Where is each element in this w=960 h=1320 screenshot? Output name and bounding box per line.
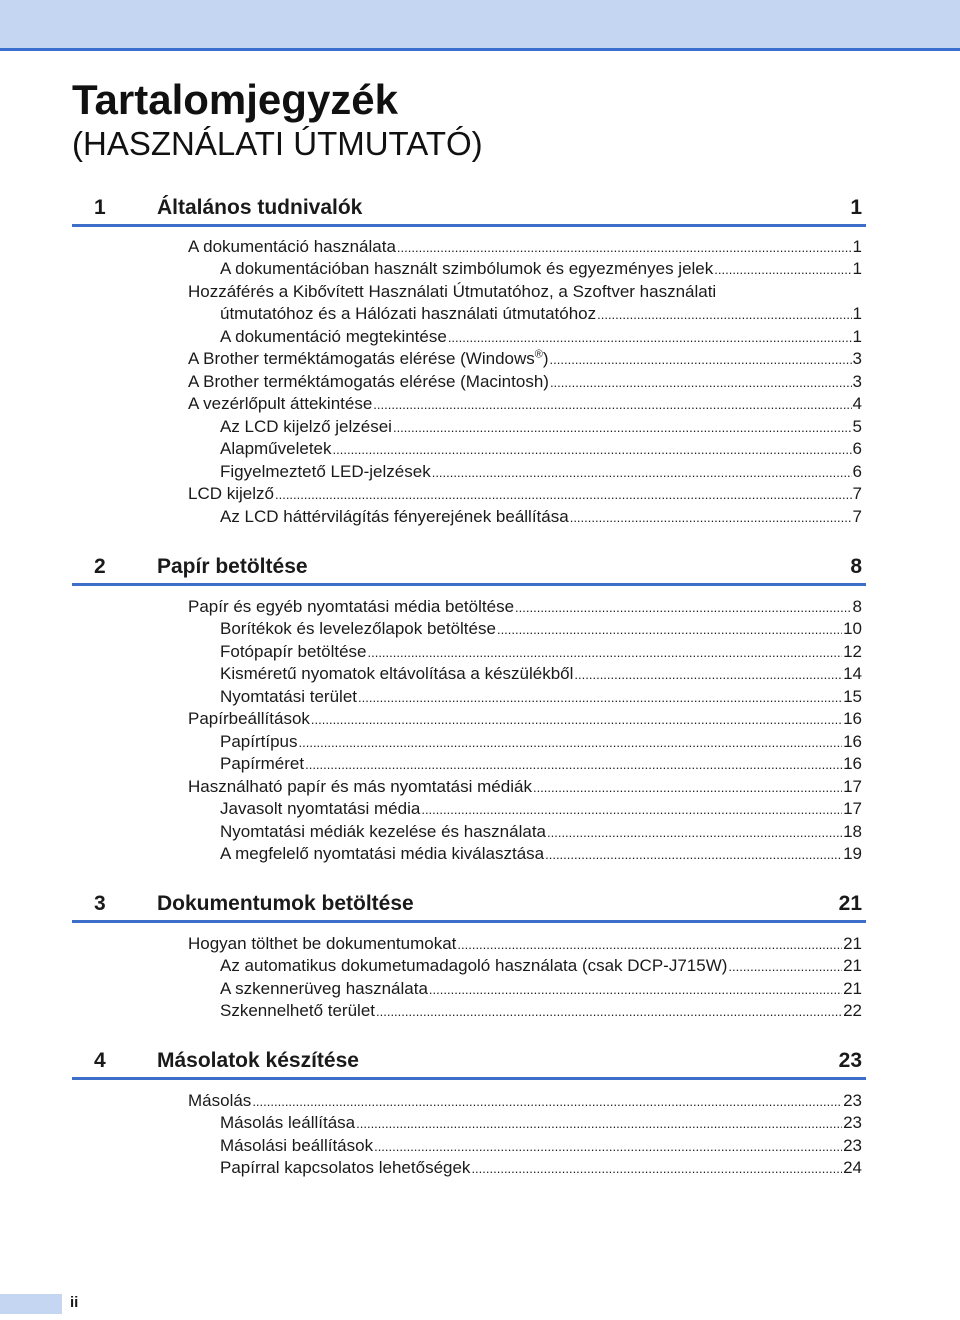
chapter-title: Másolatok készítése bbox=[157, 1049, 359, 1072]
toc-entry-text: A dokumentáció megtekintése bbox=[220, 327, 447, 346]
chapter-heading-2[interactable] bbox=[72, 551, 866, 586]
dot-leader bbox=[367, 641, 842, 664]
dot-leader bbox=[356, 1112, 842, 1135]
toc-entry-text: A dokumentáció használata bbox=[188, 237, 396, 256]
toc-entry-page: 1 bbox=[852, 327, 862, 346]
toc-entry-text: Az automatikus dokumetumadagoló használata (csak DCP-J715W) bbox=[220, 956, 728, 975]
toc-entry-page: 23 bbox=[843, 1136, 862, 1155]
dot-leader bbox=[358, 686, 842, 709]
toc-entry-page: 22 bbox=[843, 1001, 862, 1020]
toc-entry-text: A megfelelő nyomtatási média kiválasztása bbox=[220, 844, 545, 863]
toc-entry-text: Az LCD háttérvilágítás fényerejének beállítása bbox=[220, 507, 569, 526]
dot-leader bbox=[376, 1000, 842, 1023]
toc-entry-text: Alapműveletek bbox=[220, 439, 332, 458]
chapter-heading-3[interactable] bbox=[72, 888, 866, 923]
dot-leader bbox=[448, 326, 852, 349]
toc-entry-text: LCD kijelző bbox=[188, 484, 274, 503]
toc-entry[interactable] bbox=[188, 483, 862, 505]
chapter-title: Általános tudnivalók bbox=[157, 196, 363, 219]
dot-leader bbox=[457, 933, 842, 956]
toc-entry-page: 7 bbox=[852, 507, 862, 526]
toc-entry-page: 8 bbox=[852, 597, 862, 616]
toc-entry[interactable] bbox=[220, 798, 862, 820]
toc-entry-text: A vezérlőpult áttekintése bbox=[188, 394, 373, 413]
toc-entry[interactable] bbox=[220, 955, 862, 977]
dot-leader bbox=[597, 303, 851, 326]
toc-entry[interactable] bbox=[220, 641, 862, 663]
toc-entry-page: 10 bbox=[843, 619, 862, 638]
dot-leader bbox=[545, 843, 842, 866]
toc-entry[interactable] bbox=[220, 1157, 862, 1179]
toc-entry-page: 14 bbox=[843, 664, 862, 683]
toc-entry-page: 23 bbox=[843, 1091, 862, 1110]
chapter-number: 3 bbox=[94, 892, 106, 915]
chapter-title: Dokumentumok betöltése bbox=[157, 892, 414, 915]
toc-entry[interactable] bbox=[188, 1090, 862, 1112]
dot-leader bbox=[393, 416, 852, 439]
toc-entry-text: A Brother terméktámogatás elérése (Macintosh) bbox=[188, 372, 549, 391]
chapter-page: 8 bbox=[850, 555, 862, 578]
dot-leader bbox=[421, 798, 842, 821]
toc-entry[interactable] bbox=[188, 596, 862, 618]
toc-entry-page: 21 bbox=[843, 956, 862, 975]
toc-entry-page: 21 bbox=[843, 979, 862, 998]
toc-entry-page: 17 bbox=[843, 777, 862, 796]
dot-leader bbox=[374, 1135, 842, 1158]
toc-entry-page: 1 bbox=[852, 237, 862, 256]
toc-entry-text: Javasolt nyomtatási média bbox=[220, 799, 421, 818]
toc-entry-text: Szkennelhető terület bbox=[220, 1001, 375, 1020]
dot-leader bbox=[432, 461, 852, 484]
dot-leader bbox=[533, 776, 842, 799]
toc-entry-page: 18 bbox=[843, 822, 862, 841]
toc-entry[interactable] bbox=[220, 686, 862, 708]
toc-entry-page: 23 bbox=[843, 1113, 862, 1132]
dot-leader bbox=[471, 1157, 842, 1180]
dot-leader bbox=[252, 1090, 842, 1113]
toc-entry[interactable] bbox=[220, 416, 862, 438]
toc-entry[interactable] bbox=[220, 1135, 862, 1157]
toc-entry[interactable] bbox=[220, 978, 862, 1000]
chapter-page: 23 bbox=[838, 1049, 862, 1072]
dot-leader bbox=[728, 955, 842, 978]
toc-entry[interactable] bbox=[220, 438, 862, 460]
chapter-heading-1[interactable] bbox=[72, 192, 866, 227]
chapter-heading-4[interactable] bbox=[72, 1045, 866, 1080]
toc-entry-text: Papír és egyéb nyomtatási média betöltése bbox=[188, 597, 515, 616]
dot-leader bbox=[333, 438, 852, 461]
dot-leader bbox=[550, 371, 852, 394]
toc-entry-text: Papírbeállítások bbox=[188, 709, 310, 728]
toc-entry[interactable] bbox=[220, 821, 862, 843]
toc-entry-text: Használható papír és más nyomtatási médiák bbox=[188, 777, 532, 796]
toc-entry[interactable] bbox=[220, 753, 862, 775]
chapter-title: Papír betöltése bbox=[157, 555, 308, 578]
dot-leader bbox=[275, 483, 852, 506]
chapter-page: 1 bbox=[850, 196, 862, 219]
toc-entry-text: A dokumentációban használt szimbólumok és egyezményes jelek bbox=[220, 259, 714, 278]
dot-leader bbox=[547, 821, 842, 844]
toc-entry-page: 12 bbox=[843, 642, 862, 661]
dot-leader bbox=[550, 348, 852, 371]
toc-entry-text bbox=[188, 348, 549, 370]
toc-entry-text: útmutatóhoz és a Hálózati használati útmutatóhoz bbox=[220, 304, 597, 323]
page-title: Tartalomjegyzék bbox=[72, 76, 399, 123]
toc-entry[interactable] bbox=[188, 371, 862, 393]
dot-leader bbox=[311, 708, 842, 731]
toc-entry[interactable] bbox=[188, 236, 862, 258]
dot-leader bbox=[497, 618, 842, 641]
dot-leader bbox=[429, 978, 842, 1001]
toc-entry[interactable] bbox=[220, 326, 862, 348]
toc-entry-text-main: A Brother terméktámogatás elérése (Windows bbox=[188, 349, 535, 368]
toc-entry[interactable] bbox=[220, 843, 862, 865]
dot-leader bbox=[373, 393, 851, 416]
toc-entry-text: Az LCD kijelző jelzései bbox=[220, 417, 392, 436]
toc-entry-text: A szkennerüveg használata bbox=[220, 979, 428, 998]
toc-entry-text: Kisméretű nyomatok eltávolítása a készülékből bbox=[220, 664, 574, 683]
toc-entry-text: Papírméret bbox=[220, 754, 305, 773]
toc-entry-page: 21 bbox=[843, 934, 862, 953]
toc-entry-text: Fotópapír betöltése bbox=[220, 642, 367, 661]
toc-entry-text: Figyelmeztető LED-jelzések bbox=[220, 462, 431, 481]
toc-entry[interactable] bbox=[220, 618, 862, 640]
toc-entry-page: 16 bbox=[843, 709, 862, 728]
toc-entry-text-after: ) bbox=[542, 349, 549, 368]
dot-leader bbox=[299, 731, 843, 754]
toc-entry-page: 16 bbox=[843, 754, 862, 773]
toc-entry-page: 3 bbox=[852, 372, 862, 391]
toc-entry-text: Másolási beállítások bbox=[220, 1136, 374, 1155]
footer-band bbox=[0, 1294, 62, 1314]
toc-entry-text: Papírral kapcsolatos lehetőségek bbox=[220, 1158, 471, 1177]
dot-leader bbox=[305, 753, 842, 776]
toc-entry-text: Másolás leállítása bbox=[220, 1113, 356, 1132]
toc-entry-page: 4 bbox=[852, 394, 862, 413]
toc-entry[interactable] bbox=[220, 1000, 862, 1022]
chapter-number: 2 bbox=[94, 555, 106, 578]
chapter-number: 4 bbox=[94, 1049, 106, 1072]
dot-leader bbox=[570, 506, 852, 529]
dot-leader bbox=[714, 258, 851, 281]
chapter-page: 21 bbox=[838, 892, 862, 915]
footer-page-number: ii bbox=[70, 1294, 79, 1311]
toc-entry[interactable] bbox=[220, 1112, 862, 1134]
toc-entry-page: 6 bbox=[852, 439, 862, 458]
top-header-band bbox=[0, 0, 960, 51]
dot-leader bbox=[515, 596, 852, 619]
toc-entry[interactable] bbox=[188, 776, 862, 798]
dot-leader bbox=[397, 236, 852, 259]
toc-entry-line[interactable]: Hozzáférés a Kibővített Használati Útmutatóhoz, a Szoftver használati bbox=[188, 282, 717, 301]
toc-entry[interactable] bbox=[188, 348, 862, 370]
toc-entry-page: 5 bbox=[852, 417, 862, 436]
toc-entry-text: Papírtípus bbox=[220, 732, 298, 751]
toc-entry[interactable] bbox=[220, 461, 862, 483]
toc-entry[interactable] bbox=[220, 506, 862, 528]
toc-entry-page: 16 bbox=[843, 732, 862, 751]
toc-entry-text: Borítékok és levelezőlapok betöltése bbox=[220, 619, 496, 638]
toc-entry-text: Nyomtatási médiák kezelése és használata bbox=[220, 822, 546, 841]
toc-entry-text: Másolás bbox=[188, 1091, 252, 1110]
chapter-number: 1 bbox=[94, 196, 106, 219]
toc-entry-page: 19 bbox=[843, 844, 862, 863]
toc-entry[interactable] bbox=[188, 708, 862, 730]
toc-entry-page: 7 bbox=[852, 484, 862, 503]
toc-entry-page: 1 bbox=[852, 259, 862, 278]
registered-mark: ® bbox=[534, 348, 543, 361]
toc-entry[interactable] bbox=[220, 731, 862, 753]
toc-entry-page: 15 bbox=[843, 687, 862, 706]
toc-entry-page: 6 bbox=[852, 462, 862, 481]
toc-entry-text: Hogyan tölthet be dokumentumokat bbox=[188, 934, 457, 953]
toc-entry[interactable] bbox=[220, 303, 862, 325]
toc-entry[interactable] bbox=[220, 258, 862, 280]
toc-entry-page: 3 bbox=[852, 349, 862, 368]
toc-entry-page: 1 bbox=[852, 304, 862, 323]
toc-entry-page: 17 bbox=[843, 799, 862, 818]
toc-entry-text: Nyomtatási terület bbox=[220, 687, 357, 706]
toc-entry[interactable] bbox=[188, 393, 862, 415]
toc-entry-page: 24 bbox=[843, 1158, 862, 1177]
toc-entry[interactable] bbox=[220, 663, 862, 685]
dot-leader bbox=[574, 663, 842, 686]
toc-entry[interactable] bbox=[188, 933, 862, 955]
page-subtitle: (HASZNÁLATI ÚTMUTATÓ) bbox=[72, 125, 483, 162]
